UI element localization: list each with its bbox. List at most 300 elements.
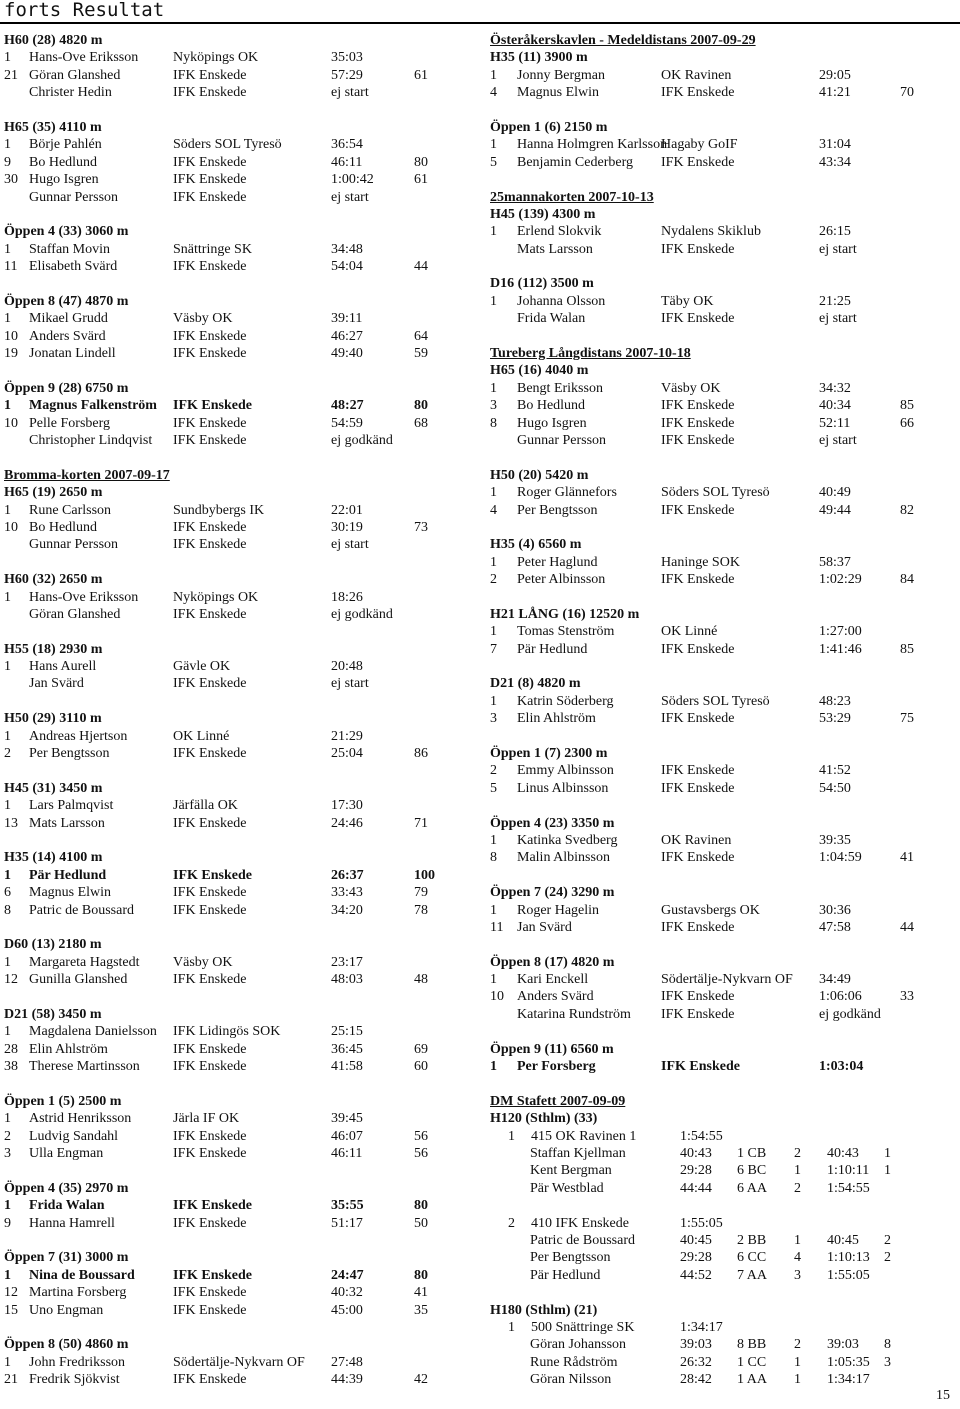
result-name: Emmy Albinsson [517,763,614,779]
result-place: 21 [4,67,18,83]
result-row [4,745,469,762]
result-time: 41:52 [819,763,851,779]
result-points: 61 [414,67,428,83]
event-heading: Tureberg Långdistans 2007-10-18 [490,346,691,362]
course: 6 AA [737,1180,767,1196]
result-row [4,432,469,449]
leg-time: 44:44 [680,1180,712,1196]
result-points: 80 [414,1267,428,1283]
relay-leg-row [490,1354,955,1371]
result-name: Ulla Engman [29,1146,104,1161]
result-points: 56 [414,1146,428,1161]
result-row [4,49,469,66]
class-heading: Öppen 4 (33) 3060 m [4,224,129,240]
result-club: Nyköpings OK [173,50,259,66]
result-place: 8 [4,902,11,918]
result-name: Bo Hedlund [29,154,98,170]
result-time: 1:27:00 [819,624,862,640]
result-time: ej start [331,189,369,205]
result-name: Staffan Movin [29,241,111,257]
result-row [4,1128,469,1145]
result-name: Malin Albinsson [517,850,610,866]
spacer [490,171,955,188]
result-time: 49:44 [819,502,851,518]
result-place: 5 [490,780,497,796]
page-number: 15 [936,1388,950,1403]
result-time: 34:48 [331,241,363,257]
result-time: 51:17 [331,1215,363,1231]
result-club: Gustavsbergs OK [661,902,760,918]
result-time: 34:49 [819,972,851,988]
result-name: Bengt Eriksson [517,380,603,396]
result-place: 11 [4,259,18,275]
result-points: 86 [414,746,428,762]
result-points: 84 [900,572,914,588]
spacer [4,1162,469,1179]
result-name: Magnus Falkenström [29,398,157,414]
result-place: 1 [4,954,11,970]
result-place: 10 [4,415,18,431]
result-club: Nyköpings OK [173,589,259,605]
result-club: IFK Enskede [661,641,735,657]
result-row [4,502,469,519]
team-place: 1 [508,1128,515,1144]
result-club: IFK Enskede [173,606,247,622]
result-club: OK Linné [661,624,718,640]
class-heading: Öppen 4 (35) 2970 m [4,1180,129,1196]
result-row [490,1058,955,1075]
result-name: Benjamin Cederberg [517,154,633,170]
result-place: 9 [4,154,11,170]
result-place: 13 [4,815,18,831]
spacer [4,554,469,571]
result-row [4,345,469,362]
class-heading: H65 (19) 2650 m [4,485,103,501]
result-name: Rune Carlsson [29,502,112,518]
result-place: 4 [490,502,497,518]
total-place: 1 [884,1163,891,1179]
result-name: Katinka Svedberg [517,832,618,848]
result-time: 46:11 [331,154,363,170]
total-time: 1:34:17 [827,1372,870,1388]
result-time: 46:07 [331,1128,363,1144]
result-name: Elin Ahlström [29,1041,108,1057]
result-points: 35 [414,1302,428,1318]
result-name: Nina de Boussard [29,1267,135,1283]
result-place: 2 [4,1128,11,1144]
result-row [490,849,955,866]
result-row [490,571,955,588]
result-club: IFK Enskede [173,885,247,901]
result-place: 5 [490,154,497,170]
result-points: 70 [900,85,914,101]
runner: Patric de Boussard [530,1232,635,1248]
result-name: John Fredriksson [29,1354,126,1370]
result-name: Christopher Lindqvist [29,432,153,448]
result-time: 47:58 [819,919,851,935]
runner: Per Bengtsson [530,1250,611,1266]
team-name: 410 IFK Enskede [531,1215,629,1231]
team-time: 1:55:05 [680,1215,723,1231]
result-club: IFK Enskede [661,432,735,448]
result-place: 1 [4,1354,11,1370]
result-name: Magnus Elwin [517,85,600,101]
course: 1 CB [737,1146,767,1161]
result-club: IFK Enskede [173,346,247,362]
result-club: Väsby OK [173,311,233,327]
result-club: Södertälje-Nykvarn OF [661,972,793,988]
result-row [4,867,469,884]
result-row [4,797,469,814]
result-points: 69 [414,1041,428,1057]
class-heading: Öppen 4 (23) 3350 m [490,815,615,831]
result-name: Mats Larsson [29,815,105,831]
result-time: ej start [331,85,369,101]
leg-time: 44:52 [680,1267,712,1283]
result-club: IFK Enskede [661,241,735,257]
result-row [490,919,955,936]
result-time: 33:43 [331,885,363,901]
result-row [4,815,469,832]
result-row [490,971,955,988]
total-time: 40:45 [827,1232,859,1248]
result-points: 56 [414,1128,428,1144]
result-name: Katrin Söderberg [517,693,614,709]
result-time: 58:37 [819,554,851,570]
result-time: 1:03:04 [819,1059,864,1075]
result-points: 85 [900,398,914,414]
result-place: 1 [490,485,497,501]
result-place: 1 [4,867,11,883]
result-club: Söders SOL Tyresö [661,485,770,501]
leg-place: 2 [794,1180,801,1196]
result-club: IFK Enskede [173,1215,247,1231]
event-heading: 25mannakorten 2007-10-13 [490,189,654,205]
result-time: 26:37 [331,867,364,883]
result-time: 35:55 [331,1198,364,1214]
class-heading: H45 (139) 4300 m [490,206,596,222]
result-row [4,1302,469,1319]
leg-time: 39:03 [680,1337,712,1353]
class-heading: Öppen 1 (5) 2500 m [4,1093,122,1109]
result-row [490,310,955,327]
result-time: 18:26 [331,589,363,605]
result-place: 1 [490,380,497,396]
result-club: IFK Enskede [173,1198,252,1214]
course: 8 BB [737,1337,767,1353]
result-time: 40:34 [819,398,851,414]
result-name: Erlend Slokvik [517,224,602,240]
result-row [4,728,469,745]
class-heading: H65 (16) 4040 m [490,363,589,379]
result-time: 45:00 [331,1302,363,1318]
result-place: 4 [490,85,497,101]
result-name: Gunnar Persson [517,432,607,448]
result-row [4,658,469,675]
result-name: Anders Svärd [29,328,106,344]
result-name: Hans-Ove Eriksson [29,50,139,66]
leg-place: 1 [794,1354,801,1370]
leg-time: 28:42 [680,1372,712,1388]
result-place: 38 [4,1059,18,1075]
spacer [490,258,955,275]
result-name: Hanna Hamrell [29,1215,115,1231]
spacer [490,102,955,119]
class-heading: D16 (112) 3500 m [490,276,594,292]
result-name: Pär Hedlund [29,867,107,883]
result-club: Täby OK [661,293,714,309]
result-row [490,84,955,101]
result-club: IFK Enskede [661,572,735,588]
result-points: 85 [900,641,914,657]
result-time: 30:19 [331,519,363,535]
result-name: Bo Hedlund [517,398,586,414]
result-time: 49:40 [331,346,363,362]
class-heading: Öppen 7 (31) 3000 m [4,1250,129,1266]
result-row [4,328,469,345]
result-place: 9 [4,1215,11,1231]
result-club: IFK Enskede [173,537,247,553]
result-time: 20:48 [331,659,363,675]
result-club: IFK Enskede [173,259,247,275]
result-row [490,832,955,849]
result-place: 1 [4,50,11,66]
result-time: 39:35 [819,832,851,848]
result-time: ej start [819,311,857,327]
result-time: 44:39 [331,1372,363,1388]
result-row [4,971,469,988]
result-place: 10 [4,519,18,535]
result-club: IFK Enskede [173,328,247,344]
result-place: 1 [490,832,497,848]
result-row [490,502,955,519]
spacer [490,519,955,536]
result-points: 82 [900,502,914,518]
result-club: OK Ravinen [661,67,732,83]
result-row [490,380,955,397]
result-row [4,1145,469,1162]
result-club: IFK Enskede [173,1302,247,1318]
event-heading: Österåkerskavlen - Medeldistans 2007-09-29 [490,33,756,48]
result-place: 1 [4,659,11,675]
result-row [490,67,955,84]
result-name: Astrid Henriksson [29,1111,132,1127]
result-name: Per Bengtsson [29,746,110,762]
result-name: Roger Glännefors [517,485,617,501]
result-name: Göran Glanshed [29,606,121,622]
result-club: IFK Enskede [173,172,247,188]
result-place: 1 [490,224,497,240]
result-time: 43:34 [819,154,851,170]
result-club: Järfälla OK [173,798,238,814]
result-name: Therese Martinsson [29,1059,140,1075]
result-club: Söders SOL Tyresö [173,137,282,153]
result-place: 1 [490,693,497,709]
result-row [490,902,955,919]
spacer [4,449,469,466]
spacer [4,623,469,640]
result-name: Kari Enckell [517,972,589,988]
result-name: Christer Hedin [29,85,112,101]
relay-leg-row [490,1371,955,1388]
result-time: ej godkänd [331,432,393,448]
result-name: Frida Walan [29,1198,105,1214]
result-row [4,606,469,623]
result-row [4,1267,469,1284]
result-club: IFK Enskede [173,1128,247,1144]
result-time: 52:11 [819,415,851,431]
result-time: 36:45 [331,1041,363,1057]
result-time: 24:46 [331,815,363,831]
result-row [4,1058,469,1075]
result-place: 1 [4,1267,11,1283]
result-club: IFK Enskede [661,85,735,101]
result-place: 1 [4,241,11,257]
result-club: IFK Enskede [173,432,247,448]
result-row [4,258,469,275]
result-club: IFK Enskede [173,1041,247,1057]
result-time: ej godkänd [819,1006,881,1022]
runner: Kent Bergman [530,1163,612,1179]
result-club: IFK Enskede [661,398,735,414]
result-club: IFK Enskede [173,415,247,431]
total-time: 1:55:05 [827,1267,870,1283]
result-name: Per Bengtsson [517,502,598,518]
spacer [4,1075,469,1092]
result-name: Hugo Isgren [29,172,99,188]
result-row [490,554,955,571]
result-place: 1 [490,972,497,988]
result-time: 27:48 [331,1354,363,1370]
result-points: 66 [900,415,914,431]
result-time: 46:27 [331,328,363,344]
result-club: IFK Enskede [661,989,735,1005]
result-points: 61 [414,172,428,188]
class-heading: H120 (Sthlm) (33) [490,1111,598,1127]
result-points: 80 [414,154,428,170]
result-row [490,241,955,258]
result-points: 44 [414,259,428,275]
result-row [490,988,955,1005]
result-row [4,954,469,971]
course: 1 CC [737,1354,767,1370]
result-place: 3 [490,398,497,414]
result-place: 2 [4,746,11,762]
result-name: Gunnar Persson [29,189,119,205]
result-name: Katarina Rundström [517,1006,631,1022]
class-heading: D60 (13) 2180 m [4,937,102,953]
result-name: Lars Palmqvist [29,798,114,814]
total-time: 1:10:11 [827,1163,870,1179]
course: 1 AA [737,1372,767,1388]
result-points: 100 [414,867,435,883]
relay-team-row [490,1128,955,1145]
relay-team-row [490,1215,955,1232]
result-row [4,67,469,84]
class-heading: H65 (35) 4110 m [4,119,102,135]
result-club: IFK Enskede [173,676,247,692]
result-name: Jan Svärd [29,676,84,692]
result-place: 8 [490,850,497,866]
result-club: IFK Enskede [661,919,735,935]
result-name: Börje Pahlén [29,137,102,153]
result-place: 12 [4,972,18,988]
result-place: 1 [4,1024,11,1040]
result-club: IFK Enskede [173,1146,247,1161]
leg-place: 4 [794,1250,801,1266]
result-time: 54:04 [331,259,363,275]
leg-place: 3 [794,1267,801,1283]
result-club: Haninge SOK [661,554,740,570]
result-row [4,1197,469,1214]
result-time: ej start [331,676,369,692]
result-time: 1:02:29 [819,572,862,588]
page-title: forts Resultat [4,0,165,21]
result-points: 68 [414,415,428,431]
result-club: IFK Enskede [173,902,247,918]
result-row [490,432,955,449]
result-time: 39:11 [331,311,363,327]
result-time: 1:00:42 [331,172,374,188]
result-club: IFK Lidingös SOK [173,1024,281,1040]
result-name: Magnus Elwin [29,885,112,901]
result-name: Pär Hedlund [517,641,588,657]
spacer [4,206,469,223]
result-place: 6 [4,885,11,901]
spacer [490,1075,955,1092]
result-row [490,641,955,658]
relay-leg-row [490,1249,955,1266]
relay-leg-row [490,1162,955,1179]
result-name: Per Forsberg [517,1059,596,1075]
result-time: 57:29 [331,67,363,83]
total-time: 1:10:13 [827,1250,870,1266]
result-row [4,189,469,206]
result-place: 1 [490,1059,497,1075]
result-place: 1 [4,398,11,414]
result-name: Tomas Stenström [517,624,615,640]
leg-place: 1 [794,1372,801,1388]
result-row [4,397,469,414]
team-name: 500 Snättringe SK [531,1319,635,1335]
result-time: 48:03 [331,972,363,988]
result-club: IFK Enskede [661,711,735,727]
team-place: 1 [508,1319,515,1335]
course: 6 BC [737,1163,767,1179]
result-row [4,154,469,171]
result-club: IFK Enskede [661,763,735,779]
relay-leg-row [490,1232,955,1249]
result-name: Uno Engman [29,1302,104,1318]
result-time: 24:47 [331,1267,364,1283]
result-row [490,623,955,640]
result-club: IFK Enskede [661,311,735,327]
runner: Pär Hedlund [530,1267,601,1283]
total-time: 40:43 [827,1146,859,1161]
relay-leg-row [490,1336,955,1353]
leg-place: 1 [794,1163,801,1179]
result-place: 1 [4,137,11,153]
relay-leg-row [490,1267,955,1284]
result-club: IFK Enskede [173,1059,247,1075]
result-place: 1 [490,554,497,570]
class-heading: H180 (Sthlm) (21) [490,1302,598,1318]
total-place: 2 [884,1232,891,1248]
leg-time: 40:45 [680,1232,712,1248]
result-row [4,675,469,692]
result-club: IFK Enskede [661,502,735,518]
result-time: 34:20 [331,902,363,918]
